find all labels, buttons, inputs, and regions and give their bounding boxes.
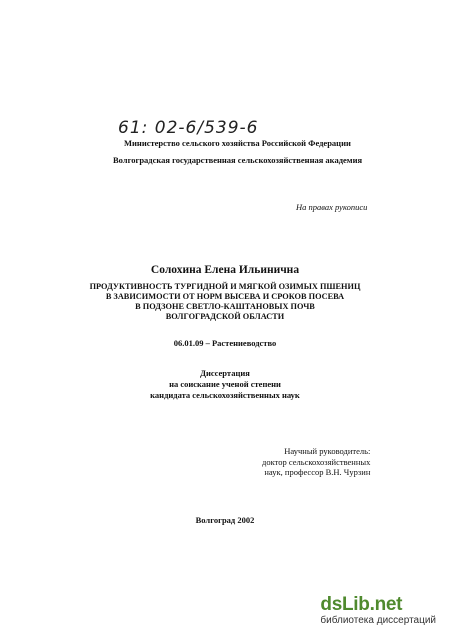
- watermark-subtitle: библиотека диссертаций: [320, 615, 436, 626]
- manuscript-rights-note: На правах рукописи: [296, 202, 368, 212]
- watermark: [320, 595, 436, 627]
- scientific-advisor: [262, 446, 370, 478]
- advisor-line: доктор сельскохозяйственных: [262, 456, 371, 467]
- degree-line: на соискание ученой степени: [169, 379, 281, 389]
- academy-heading: Волгоградская государственная сельскохозяйственная академия: [113, 155, 363, 165]
- dissertation-title: [0, 282, 450, 322]
- title-line: В ЗАВИСИМОСТИ ОТ НОРМ ВЫСЕВА И СРОКОВ ПОСЕВА: [105, 292, 345, 301]
- title-line: ПРОДУКТИВНОСТЬ ТУРГИДНОЙ И МЯГКОЙ ОЗИМЫХ ПШЕНИЦ: [89, 282, 361, 291]
- specialty-code: 06.01.09 – Растениеводство: [173, 338, 277, 348]
- city-year: Волгоград 2002: [195, 515, 255, 525]
- degree-line: кандидата сельскохозяйственных наук: [150, 390, 300, 400]
- watermark-logo: dsLib.net: [320, 594, 403, 615]
- handwritten-catalog-number: 61: 02-6/539-6: [118, 118, 259, 138]
- title-line: В ПОДЗОНЕ СВЕТЛО-КАШТАНОВЫХ ПОЧВ: [135, 302, 315, 311]
- degree-statement: [0, 368, 450, 401]
- advisor-line: наук, профессор В.Н. Чурзин: [264, 467, 371, 477]
- author-name: Солохина Елена Ильинична: [150, 264, 300, 276]
- title-line: ВОЛГОГРАДСКОЙ ОБЛАСТИ: [165, 312, 285, 321]
- ministry-heading: Министерство сельского хозяйства Российской Федерации: [124, 138, 351, 148]
- degree-line: Диссертация: [200, 368, 250, 378]
- advisor-line: Научный руководитель:: [284, 446, 371, 456]
